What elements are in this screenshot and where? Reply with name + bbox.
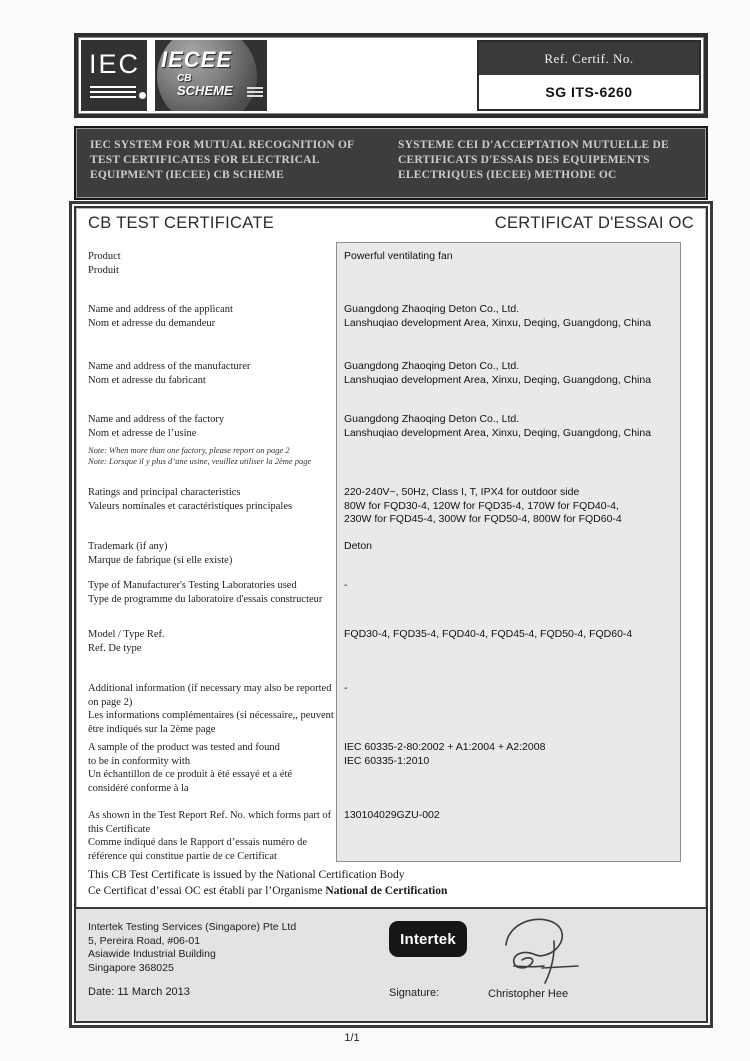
header-frame: [74, 33, 708, 118]
iec-logo-lines: [90, 86, 136, 101]
label-trademark: Trademark (if any) Marque de fabrique (si elle existe): [88, 541, 233, 566]
iec-logo-text: IEC: [89, 49, 141, 79]
scheme-logo-lines: [247, 87, 263, 99]
iec-logo: [81, 40, 147, 111]
issue-date: Date: 11 March 2013: [88, 986, 190, 998]
signature-label: Signature:: [389, 987, 440, 999]
iecee-logo-text: IECEE: [161, 47, 233, 72]
value-additional-information: -: [344, 682, 348, 694]
iec-logo-dot: [139, 92, 146, 99]
value-testing-laboratories: -: [344, 579, 348, 591]
label-additional-information: Additional information (if necessary may also be reported on page 2) Les informations complémentaires (si nécessaire,, peuvent être indiqués sur la 2ème page: [88, 683, 334, 735]
label-model: Model / Type Ref. Ref. De type: [88, 629, 165, 654]
scheme-banner: [74, 126, 708, 200]
value-conformity-standards: IEC 60335-2-80:2002 + A1:2004 + A2:2008 IEC 60335-1:2010: [344, 741, 546, 767]
certificate-body: [74, 206, 708, 1023]
label-test-report: As shown in the Test Report Ref. No. which forms part of this Certificate Comme indiqué dans le Rapport d’essais numéro de référence qui constitue partie de ce Certificat: [88, 810, 332, 862]
ref-certif-label: Ref. Certif. No.: [479, 42, 699, 75]
issued-statement-en: This CB Test Certificate is issued by the National Certification Body: [88, 869, 405, 881]
label-conformity-standards: A sample of the product was tested and found to be in conformity with Un échantillon de ce produit à été essayé et a été considéré conforme à la: [88, 742, 293, 794]
logo-block: [81, 40, 267, 111]
value-product: Powerful ventilating fan: [344, 250, 453, 262]
scheme-banner-english: IEC SYSTEM FOR MUTUAL RECOGNITION OF TEST CERTIFICATES FOR ELECTRICAL EQUIPMENT (IECEE) CB SCHEME: [90, 139, 354, 181]
label-testing-laboratories: Type of Manufacturer's Testing Laboratories used Type de programme du laboratoire d'essais constructeur: [88, 580, 323, 605]
value-manufacturer: Guangdong Zhaoqing Deton Co., Ltd. Lanshuqiao development Area, Xinxu, Deqing, Guangdong, China: [344, 360, 652, 386]
logo-divider: [147, 40, 155, 111]
label-applicant: Name and address of the applicant Nom et adresse du demandeur: [88, 304, 233, 329]
issued-statement-fr: Ce Certificat d’essai OC est établi par l’Organisme National de Certification: [88, 885, 448, 897]
value-factory: Guangdong Zhaoqing Deton Co., Ltd. Lanshuqiao development Area, Xinxu, Deqing, Guangdong, China: [344, 413, 652, 439]
ref-certif-box: [477, 40, 701, 111]
value-applicant: Guangdong Zhaoqing Deton Co., Ltd. Lanshuqiao development Area, Xinxu, Deqing, Guangdong, China: [344, 303, 652, 329]
header-spacer: [267, 40, 477, 111]
scheme-banner-french: SYSTEME CEI D'ACCEPTATION MUTUELLE DE CERTIFICATS D'ESSAIS DES EQUIPEMENTS ELECTRIQUES (IECEE) METHODE OC: [398, 139, 669, 181]
certificate-title-en: CB TEST CERTIFICATE: [88, 214, 275, 232]
label-manufacturer: Name and address of the manufacturer Nom et adresse du fabricant: [88, 361, 251, 386]
issuer-footer: [76, 907, 706, 1021]
page-number: 1/1: [344, 1032, 360, 1044]
value-test-report-number: 130104029GZU-002: [344, 809, 440, 821]
signatory-name: Christopher Hee: [488, 988, 569, 1000]
ref-certif-number: SG ITS-6260: [479, 75, 699, 109]
label-product: Product Produit: [88, 251, 121, 276]
intertek-logo: Intertek: [389, 921, 467, 957]
value-model: FQD30-4, FQD35-4, FQD40-4, FQD45-4, FQD50-4, FQD60-4: [344, 628, 633, 640]
factory-notes: Note: When more than one factory, please report on page 2 Note: Lorsque il y plus d’une usine, veuillez utiliser la 2ème page: [88, 445, 312, 466]
signature-mark: [492, 911, 582, 992]
issued-statement: [88, 867, 447, 899]
cb-logo-text: CB: [177, 73, 192, 84]
value-ratings: 220-240V~, 50Hz, Class I, T, IPX4 for outdoor side 80W for FQD30-4, 120W for FQD35-4, 170W for FQD40-4, 230W for FQD45-4, 300W for FQD50-4, 800W for FQD60-4: [344, 486, 622, 525]
value-trademark: Deton: [344, 540, 373, 552]
label-factory: Name and address of the factory Nom et adresse de l’usine: [88, 414, 225, 439]
certificate-document: [74, 33, 708, 1044]
label-ratings: Ratings and principal characteristics Valeurs nominales et caractéristiques principales: [88, 487, 293, 512]
certificate-title-fr: CERTIFICAT D'ESSAI OC: [494, 214, 694, 232]
scheme-logo-text: SCHEME: [177, 83, 233, 98]
issuer-address: Intertek Testing Services (Singapore) Pte Ltd 5, Pereira Road, #06-01 Asiawide Industrial Building Singapore 368025: [88, 921, 297, 974]
iecee-cb-scheme-logo: [155, 40, 267, 111]
